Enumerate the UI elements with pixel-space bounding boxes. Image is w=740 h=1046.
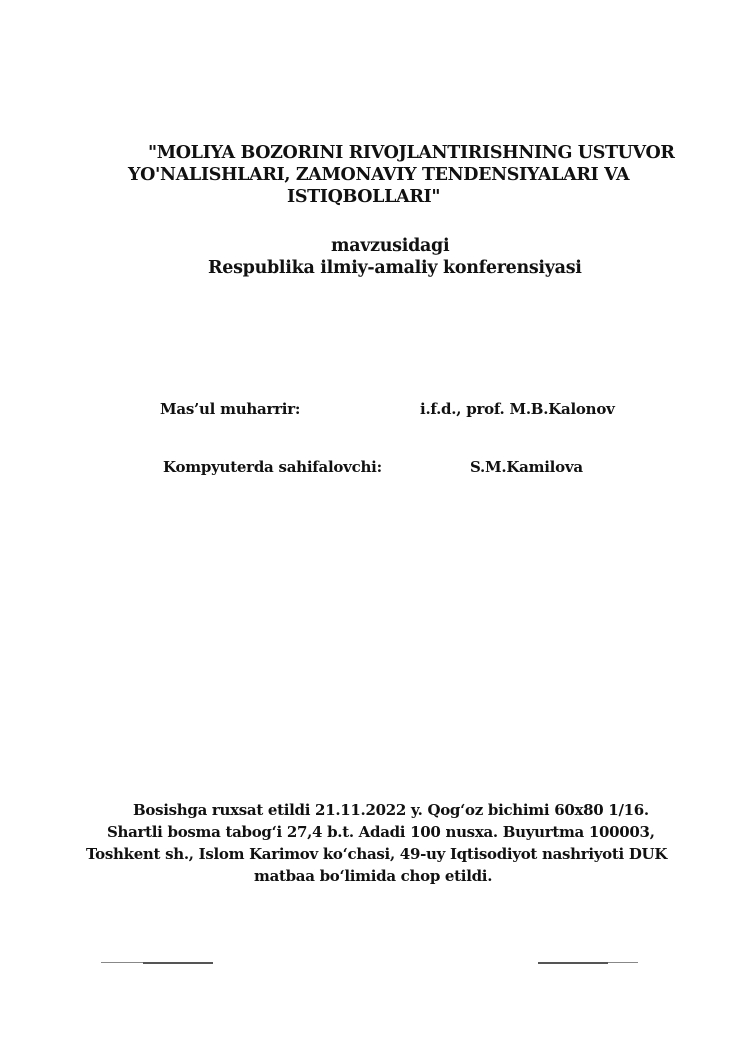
title-line-2: YO'NALISHLARI, ZAMONAVIY TENDENSIYALARI VA bbox=[128, 165, 630, 185]
imprint-line-3: Toshkent sh., Islom Karimov ko‘chasi, 49-uy Iqtisodiyot nashriyoti DUK bbox=[86, 845, 668, 863]
footer-rule-left-accent bbox=[143, 962, 213, 964]
imprint-line-4: matbaa bo‘limida chop etildi. bbox=[254, 867, 493, 885]
imprint-line-1: Bosishga ruxsat etildi 21.11.2022 y. Qog‘oz bichimi 60x80 1/16. bbox=[133, 801, 649, 819]
title-line-1: "MOLIYA BOZORINI RIVOJLANTIRISHNING USTUVOR bbox=[148, 143, 675, 163]
imprint-line-2: Shartli bosma tabog‘i 27,4 b.t. Adadi 100 nusxa. Buyurtma 100003, bbox=[107, 823, 655, 841]
footer-rule-left bbox=[101, 962, 213, 963]
subtitle-conference: Respublika ilmiy-amaliy konferensiyasi bbox=[208, 258, 582, 278]
title-line-3: ISTIQBOLLARI" bbox=[287, 187, 441, 207]
footer-rule-right-accent bbox=[538, 962, 608, 964]
footer-rule-right bbox=[538, 962, 638, 963]
layout-value: S.M.Kamilova bbox=[470, 458, 583, 476]
editor-value: i.f.d., prof. M.B.Kalonov bbox=[420, 400, 615, 418]
editor-label: Mas’ul muharrir: bbox=[160, 400, 301, 418]
layout-label: Kompyuterda sahifalovchi: bbox=[163, 458, 382, 476]
subtitle-mavzusidagi: mavzusidagi bbox=[331, 236, 450, 256]
